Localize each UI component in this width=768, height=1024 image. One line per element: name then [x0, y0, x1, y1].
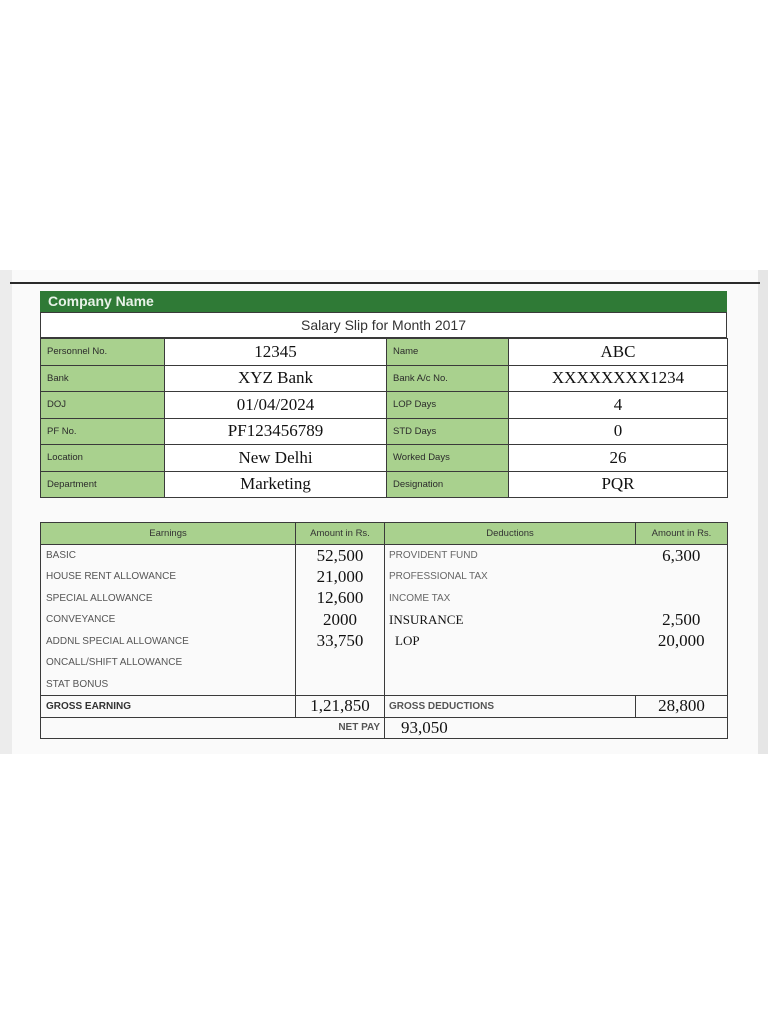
- deduction-amount: [636, 652, 728, 674]
- totals-row: [41, 695, 728, 717]
- earning-amount: 33,750: [296, 631, 385, 653]
- earning-label: CONVEYANCE: [41, 609, 296, 631]
- gross-deductions-value: 28,800: [636, 695, 728, 717]
- deduction-label: [385, 652, 636, 674]
- pay-row: [41, 566, 728, 588]
- pay-row: [41, 652, 728, 674]
- info-label: Name: [387, 339, 509, 366]
- pay-row: [41, 588, 728, 610]
- pay-row: [41, 631, 728, 653]
- info-label: Location: [41, 445, 165, 472]
- info-value: 26: [509, 445, 728, 472]
- info-value: ABC: [509, 339, 728, 366]
- pay-row: [41, 674, 728, 696]
- earning-label: STAT BONUS: [41, 674, 296, 696]
- info-label: DOJ: [41, 392, 165, 419]
- employee-info-table: [40, 338, 728, 498]
- info-value: XYZ Bank: [165, 365, 387, 392]
- info-label: Bank: [41, 365, 165, 392]
- net-pay-row: [41, 717, 728, 738]
- earning-amount: [296, 652, 385, 674]
- left-edge: [0, 270, 12, 754]
- info-label: Designation: [387, 471, 509, 498]
- slip-title: Salary Slip for Month 2017: [40, 312, 727, 338]
- earning-amount: 2000: [296, 609, 385, 631]
- info-row: [41, 365, 728, 392]
- net-pay-label: NET PAY: [41, 717, 385, 738]
- earning-label: SPECIAL ALLOWANCE: [41, 588, 296, 610]
- deduction-label: INCOME TAX: [389, 592, 451, 604]
- deduction-amount: 20,000: [636, 631, 728, 653]
- earning-label: BASIC: [41, 545, 296, 567]
- earning-amount: 52,500: [296, 545, 385, 567]
- info-value: 01/04/2024: [165, 392, 387, 419]
- gross-earning-label: GROSS EARNING: [41, 695, 296, 717]
- info-label: LOP Days: [387, 392, 509, 419]
- info-row: [41, 471, 728, 498]
- earning-label: HOUSE RENT ALLOWANCE: [41, 566, 296, 588]
- gross-earning-value: 1,21,850: [296, 695, 385, 717]
- pay-row: [41, 545, 728, 567]
- earnings-amount-header: Amount in Rs.: [296, 523, 385, 545]
- earnings-deductions-table: [40, 522, 728, 739]
- deduction-amount: 2,500: [636, 609, 728, 631]
- deduction-label: LOP: [395, 633, 420, 649]
- info-label: Worked Days: [387, 445, 509, 472]
- deductions-amount-header: Amount in Rs.: [636, 523, 728, 545]
- info-row: [41, 339, 728, 366]
- earning-label: ADDNL SPECIAL ALLOWANCE: [41, 631, 296, 653]
- deduction-label: INSURANCE: [389, 611, 464, 627]
- info-value: 4: [509, 392, 728, 419]
- info-label: PF No.: [41, 418, 165, 445]
- info-row: [41, 418, 728, 445]
- info-label: Bank A/c No.: [387, 365, 509, 392]
- earnings-header: Earnings: [41, 523, 296, 545]
- pay-row: [41, 609, 728, 631]
- net-pay-value: 93,050: [385, 717, 636, 738]
- deduction-label: PROVIDENT FUND: [389, 550, 478, 561]
- info-label: STD Days: [387, 418, 509, 445]
- top-border-line: [10, 282, 760, 284]
- info-value: XXXXXXXX1234: [509, 365, 728, 392]
- info-row: [41, 445, 728, 472]
- info-value: Marketing: [165, 471, 387, 498]
- deduction-label: [385, 674, 636, 696]
- earning-amount: [296, 674, 385, 696]
- earning-amount: 12,600: [296, 588, 385, 610]
- net-pay-empty-cell: [636, 717, 728, 738]
- info-value: 12345: [165, 339, 387, 366]
- earning-amount: 21,000: [296, 566, 385, 588]
- info-label: Department: [41, 471, 165, 498]
- info-row: [41, 392, 728, 419]
- info-value: PF123456789: [165, 418, 387, 445]
- deduction-amount: [636, 674, 728, 696]
- company-name-banner: Company Name: [40, 291, 727, 312]
- deduction-amount: [636, 566, 728, 588]
- info-value: New Delhi: [165, 445, 387, 472]
- deduction-label: PROFESSIONAL TAX: [389, 571, 488, 583]
- info-value: 0: [509, 418, 728, 445]
- info-label: Personnel No.: [41, 339, 165, 366]
- deductions-header: Deductions: [385, 523, 636, 545]
- earning-label: ONCALL/SHIFT ALLOWANCE: [41, 652, 296, 674]
- right-edge: [758, 270, 768, 754]
- gross-deductions-label: GROSS DEDUCTIONS: [385, 695, 636, 717]
- deduction-amount: [636, 588, 728, 610]
- info-value: PQR: [509, 471, 728, 498]
- table-header-row: [41, 523, 728, 545]
- deduction-amount: 6,300: [636, 545, 728, 567]
